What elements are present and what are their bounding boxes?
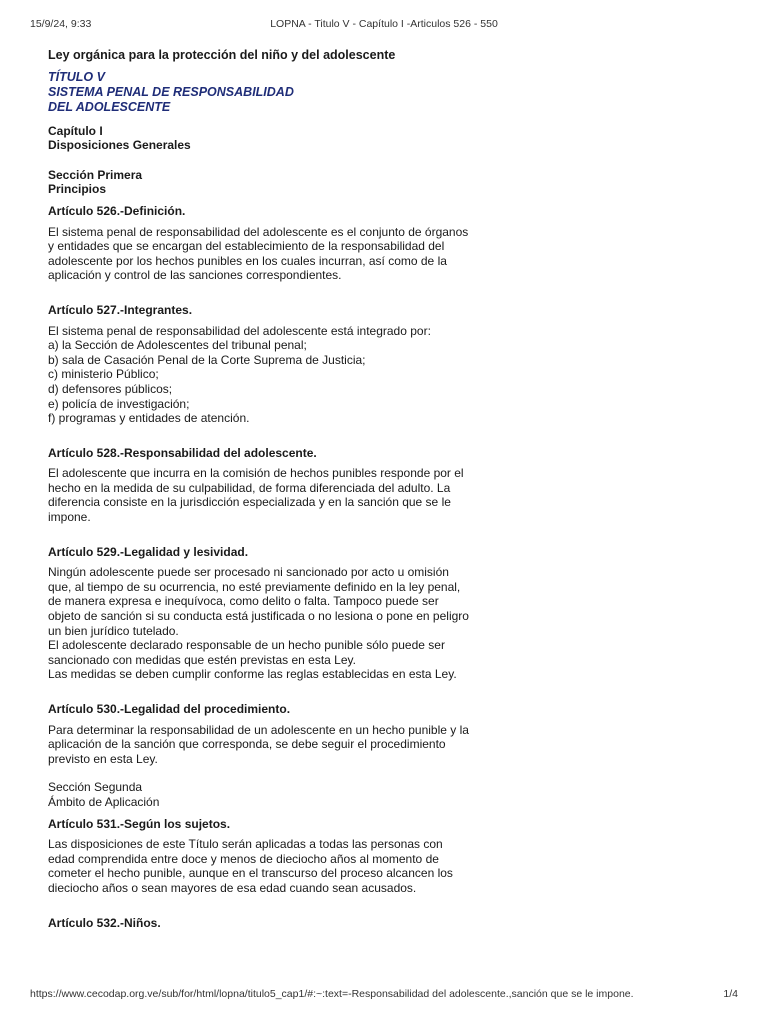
article-line: El sistema penal de responsabilidad del adolescente está integrado por:: [48, 323, 431, 338]
article-line: de manera expresa e inequívoca, como delito o falta. Tampoco puede ser: [48, 594, 439, 609]
article-line: El sistema penal de responsabilidad del adolescente es el conjunto de órganos: [48, 224, 469, 239]
titulo-heading: [48, 70, 488, 115]
article-line: diferencia consiste en la jurisdicción especializada y en la sanción que se le: [48, 495, 451, 510]
titulo-line: TÍTULO V: [48, 69, 105, 84]
titulo-line: DEL ADOLESCENTE: [48, 99, 171, 114]
article-line: aplicación de la sanción que corresponda, se debe seguir el procedimiento: [48, 737, 446, 752]
chapter-line: Capítulo I: [48, 123, 103, 138]
article-line: que, al tiempo de su ocurrencia, no esté previamente definido en la ley penal,: [48, 579, 461, 594]
article-line: previsto en esta Ley.: [48, 751, 158, 766]
chapter-line: Disposiciones Generales: [48, 138, 191, 153]
section-heading-segunda: [48, 780, 488, 809]
article-heading: Artículo 529.-Legalidad y lesividad.: [48, 544, 249, 559]
print-datetime: 15/9/24, 9:33: [30, 18, 92, 30]
article-list-item: b) sala de Casación Penal de la Corte Suprema de Justicia;: [48, 352, 366, 367]
article-heading: Artículo 528.-Responsabilidad del adolescente.: [48, 445, 317, 460]
article-line: Ningún adolescente puede ser procesado ni sancionado por acto u omisión: [48, 565, 449, 580]
article-body: [48, 837, 488, 895]
article-body: [48, 466, 488, 524]
article-list-item: a) la Sección de Adolescentes del tribunal penal;: [48, 338, 307, 353]
section-line: Sección Segunda: [48, 780, 143, 795]
article-line: objeto de sanción si su conducta está justificada o no lesiona o pone en peligro: [48, 609, 469, 624]
article-line: Las disposiciones de este Título serán aplicadas a todas las personas con: [48, 837, 443, 852]
article-heading: Artículo 526.-Definición.: [48, 203, 186, 218]
article-line: sancionado con medidas que estén previstas en esta Ley.: [48, 652, 356, 667]
article-list-item: c) ministerio Público;: [48, 367, 159, 382]
article-line: cometer el hecho punible, aunque en el transcurso del proceso alcancen los: [48, 866, 453, 881]
article-line: El adolescente que incurra en la comisión de hechos punibles responde por el: [48, 466, 464, 481]
chapter-heading: [48, 124, 488, 153]
article-list-item: f) programas y entidades de atención.: [48, 411, 250, 426]
article-line: adolescente por los hechos punibles en los cuales incurran, así como de la: [48, 253, 447, 268]
article-line: dieciocho años o sean mayores de esa edad cuando sean acusados.: [48, 880, 417, 895]
article-line: Para determinar la responsabilidad de un adolescente en un hecho punible y la: [48, 722, 469, 737]
article-list-item: d) defensores públicos;: [48, 381, 173, 396]
print-page-title: LOPNA - Titulo V - Capítulo I -Articulos 526 - 550: [270, 18, 498, 30]
article-body: [48, 225, 488, 283]
article-line: El adolescente declarado responsable de un hecho punible sólo puede ser: [48, 638, 445, 653]
titulo-line: SISTEMA PENAL DE RESPONSABILIDAD: [48, 84, 294, 99]
print-page-number: 1/4: [723, 988, 738, 1000]
article-line: edad comprendida entre doce y menos de dieciocho años al momento de: [48, 851, 439, 866]
article-line: un bien jurídico tutelado.: [48, 623, 179, 638]
document-content: [48, 48, 488, 936]
article-heading: Artículo 527.-Integrantes.: [48, 302, 193, 317]
article-line: aplicación y control de las sanciones correspondientes.: [48, 268, 342, 283]
section-line: Principios: [48, 182, 107, 197]
article-line: Las medidas se deben cumplir conforme las reglas establecidas en esta Ley.: [48, 667, 457, 682]
article-body: [48, 723, 488, 767]
section-heading-primera: [48, 168, 488, 197]
article-heading: Artículo 530.-Legalidad del procedimiento.: [48, 702, 291, 716]
article-body: [48, 565, 488, 682]
article-line: hecho en la medida de su culpabilidad, de forma diferenciada del adulto. La: [48, 480, 451, 495]
print-url[interactable]: https://www.cecodap.org.ve/sub/for/html/lopna/titulo5_cap1/#:~:text=-Responsabilidad del adolescente.,sanción que se le impone.: [30, 988, 634, 1000]
article-heading: Artículo 532.-Niños.: [48, 915, 161, 930]
article-body: [48, 324, 488, 426]
article-line: impone.: [48, 510, 91, 525]
print-footer: [30, 988, 738, 1004]
section-line: Sección Primera: [48, 167, 143, 182]
article-list-item: e) policía de investigación;: [48, 396, 190, 411]
section-line: Ámbito de Aplicación: [48, 794, 160, 809]
print-header: [30, 18, 738, 34]
article-heading: Artículo 531.-Según los sujetos.: [48, 816, 231, 831]
article-line: y entidades que se encargan del establecimiento de la responsabilidad del: [48, 239, 445, 254]
law-title: Ley orgánica para la protección del niño y del adolescente: [48, 48, 396, 62]
